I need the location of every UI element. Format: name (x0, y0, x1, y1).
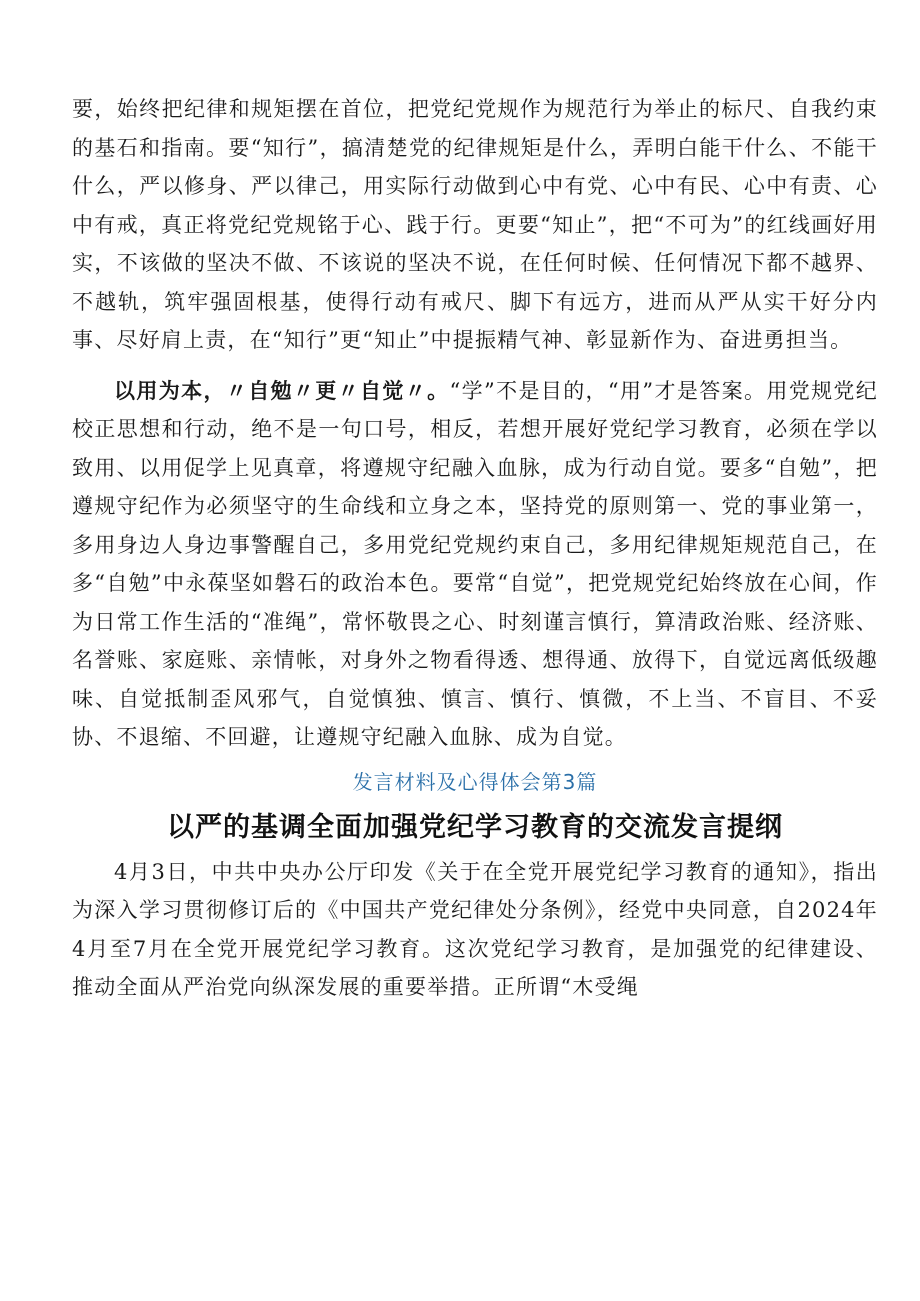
body-paragraph-3: 4月3日，中共中央办公厅印发《关于在全党开展党纪学习教育的通知》，指出为深入学习贯彻修订后的《中国共产党纪律处分条例》，经党中央同意，自2024年4月至7月在全党开展党纪学习教育。这次党纪学习教育，是加强党的纪律建设、推动全面从严治党向纵深发展的重要举措。正所谓“木受绳 (72, 859, 878, 999)
paragraph-2-body: “学”不是目的，“用”才是答案。用党规党纪校正思想和行动，绝不是一句口号，相反，若想开展好党纪学习教育，必须在学以致用、以用促学上见真章，将遵规守纪融入血脉，成为行动自觉。要多“自勉”，把遵规守纪作为必须坚守的生命线和立身之本，坚持党的原则第一、党的事业第一，多用身边人身边事警醒自己，多用党纪党规约束自己，多用纪律规矩规范自己，在多“自勉”中永葆坚如磐石的政治本色。要常“自觉”，把党规党纪始终放在心间，作为日常工作生活的“准绳”，常怀敬畏之心、时刻谨言慎行，算清政治账、经济账、名誉账、家庭账、亲情帐，对身外之物看得透、想得通、放得下，自觉远离低级趣味、自觉抵制歪风邪气，自觉慎独、慎言、慎行、慎微，不上当、不盲目、不妥协、不退缩、不回避，让遵规守纪融入血脉、成为自觉。 (72, 378, 878, 749)
paragraph-lead-heading: 以用为本，〃自勉〃更〃自觉〃。 (114, 378, 450, 403)
document-title: 以严的基调全面加强党纪学习教育的交流发言提纲 (167, 811, 783, 843)
paragraph-gap (72, 360, 878, 372)
section-label: 发言材料及心得体会第3篇 (352, 769, 598, 794)
document-page (72, 90, 878, 1007)
body-paragraph-2 (72, 372, 878, 757)
body-paragraph-1: 要，始终把纪律和规矩摆在首位，把党纪党规作为规范行为举止的标尺、自我约束的基石和指南。要“知行”，搞清楚党的纪律规矩是什么，弄明白能干什么、不能干什么，严以修身、严以律己，用实际行动做到心中有党、心中有民、心中有责、心中有戒，真正将党纪党规铭于心、践于行。更要“知止”，把“不可为”的红线画好用实，不该做的坚决不做、不该说的坚决不说，在任何时候、任何情况下都不越界、不越轨，筑牢强固根基，使得行动有戒尺、脚下有远方，进而从严从实干好分内事、尽好肩上责，在“知行”更“知止”中提振精气神、彰显新作为、奋进勇担当。 (72, 97, 878, 352)
